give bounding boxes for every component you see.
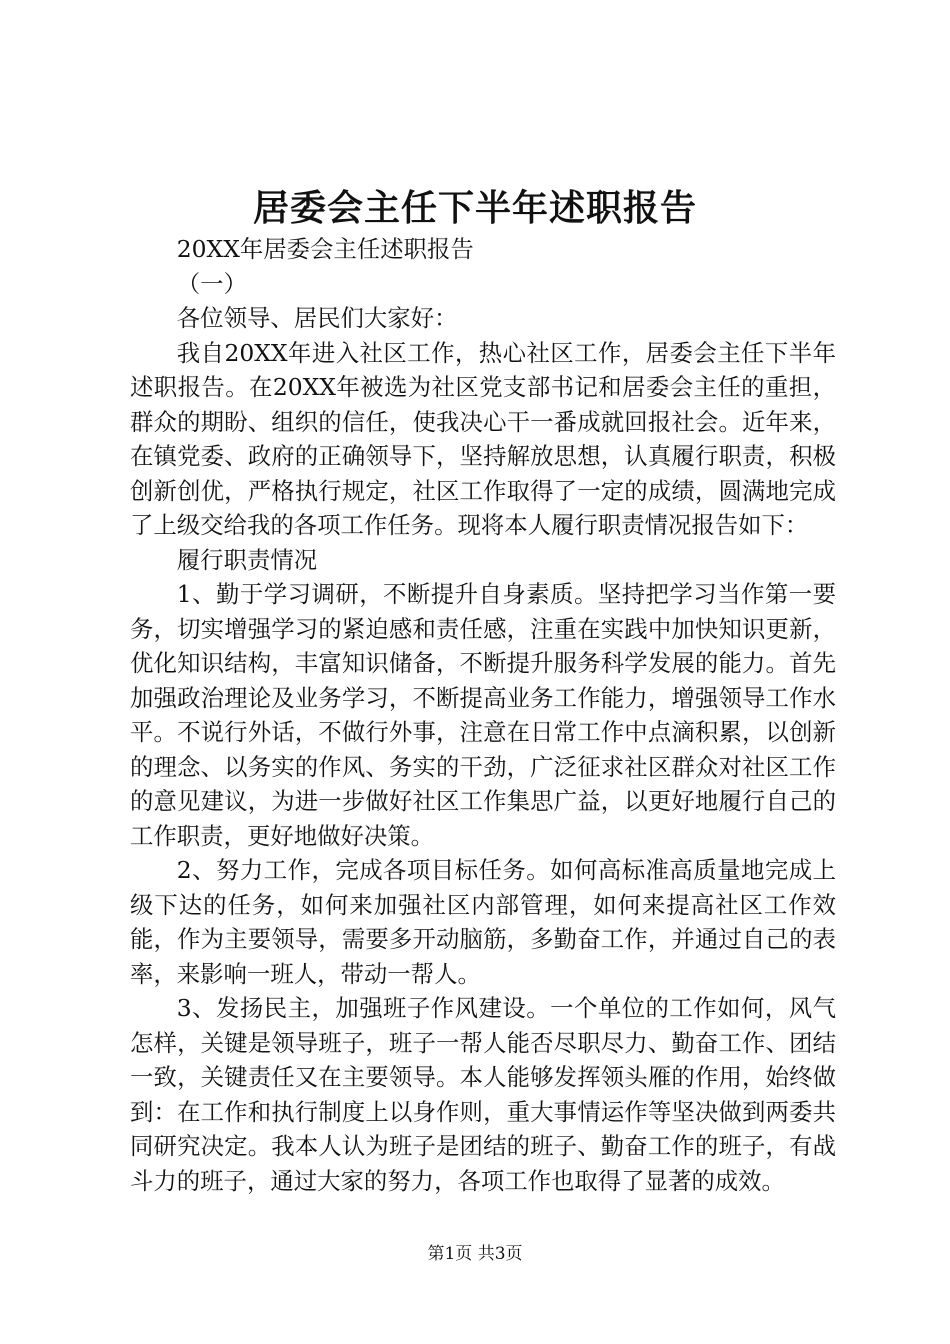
section-number: （一） (176, 269, 247, 298)
report-subtitle: 20XX年居委会主任述职报告 (176, 235, 474, 263)
paragraph-intro: 我自20XX年进入社区工作，热心社区工作，居委会主任下半年述职报告。在20XX年被选为社区党支部书记和居委会主任的重担，群众的期盼、组织的信任，使我决心干一番成就回报社会。近年来，在镇党委、政府的正确领导下，坚持解放思想，认真履行职责，积极创新创优，严格执行规定，社区工作取得了一定的成绩，圆满地完成了上级交给我的各项工作任务。现将本人履行职责情况报告如下： (130, 338, 836, 539)
document-title: 居委会主任下半年述职报告 (252, 187, 697, 229)
document-body (130, 232, 836, 1198)
page-footer: 第1页 共3页 (427, 1244, 523, 1264)
paragraph-item-1: 1、勤于学习调研，不断提升自身素质。坚持把学习当作第一要务，切实增强学习的紧迫感和责任感，注重在实践中加快知识更新，优化知识结构，丰富知识储备，不断提升服务科学发展的能力。首先加强政治理论及业务学习，不断提高业务工作能力，增强领导工作水平。不说行外话，不做行外事，注意在日常工作中点滴积累，以创新的理念、以务实的作风、务实的干劲，广泛征求社区群众对社区工作的意见建议，为进一步做好社区工作集思广益，以更好地履行自己的工作职责，更好地做好决策。 (130, 580, 836, 850)
paragraph-item-3: 3、发扬民主，加强班子作风建设。一个单位的工作如何，风气怎样，关键是领导班子，班子一帮人能否尽职尽力、勤奋工作、团结一致，关键责任又在主要领导。本人能够发挥领头雁的作用，始终做到：在工作和执行制度上以身作则，重大事情运作等坚决做到两委共同研究决定。我本人认为班子是团结的班子、勤奋工作的班子，有战斗力的班子，通过大家的努力，各项工作也取得了显著的成效。 (130, 994, 836, 1195)
paragraph-item-2: 2、努力工作，完成各项目标任务。如何高标准高质量地完成上级下达的任务，如何来加强社区内部管理，如何来提高社区工作效能，作为主要领导，需要多开动脑筋，多勤奋工作，并通过自己的表率，来影响一班人，带动一帮人。 (130, 856, 836, 988)
section-heading: 履行职责情况 (176, 545, 318, 574)
salutation: 各位领导、居民们大家好： (176, 304, 458, 332)
